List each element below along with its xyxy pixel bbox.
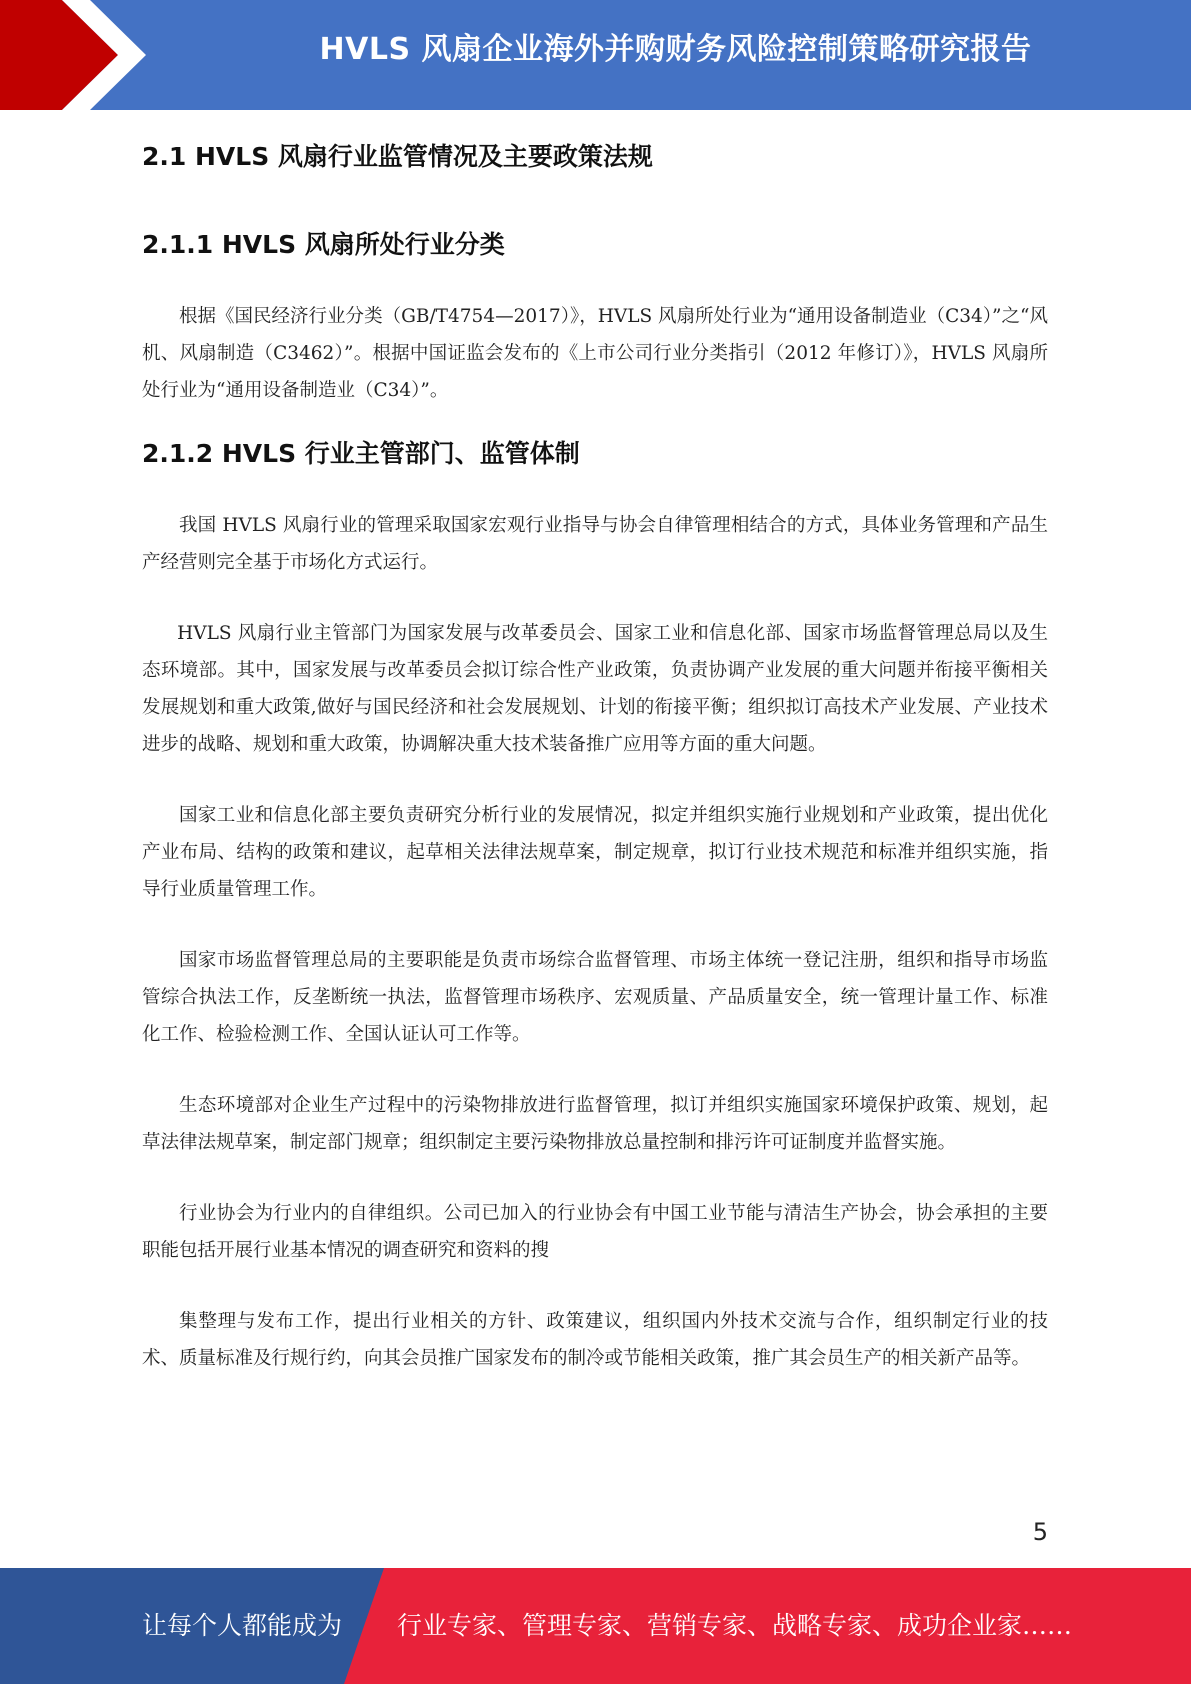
- report-title: HVLS 风扇企业海外并购财务风险控制策略研究报告: [319, 32, 1032, 67]
- section-heading-2-1-1: 2.1.1 HVLS 风扇所处行业分类: [142, 230, 505, 259]
- section-heading-2-1-2: 2.1.2 HVLS 行业主管部门、监管体制: [142, 439, 580, 468]
- footer-slogan-right: 行业专家、管理专家、营销专家、战略专家、成功企业家……: [397, 1611, 1073, 1640]
- paragraph-industry-association: 行业协会为行业内的自律组织。公司已加入的行业协会有中国工业节能与清洁生产协会，协会承担的主要职能包括开展行业基本情况的调查研究和资料的搜: [142, 1203, 1048, 1261]
- header-banner: [0, 0, 1191, 110]
- paragraph-mee: 生态环境部对企业生产过程中的污染物排放进行监督管理，拟订并组织实施国家环境保护政策、规划，起草法律法规草案，制定部门规章；组织制定主要污染物排放总量控制和排污许可证制度并监督实施。: [142, 1095, 1048, 1153]
- page-number: 5: [1032, 1518, 1048, 1546]
- paragraph-management-mode: 我国 HVLS 风扇行业的管理采取国家宏观行业指导与协会自律管理相结合的方式，具体业务管理和产品生产经营则完全基于市场化方式运行。: [142, 515, 1048, 573]
- paragraph-samr: 国家市场监督管理总局的主要职能是负责市场综合监督管理、市场主体统一登记注册，组织和指导市场监管综合执法工作，反垄断统一执法，监督管理市场秩序、宏观质量、产品质量安全，统一管理计量工作、标准化工作、检验检测工作、全国认证认可工作等。: [142, 950, 1048, 1045]
- footer-banner: [0, 1568, 1191, 1684]
- section-heading-2-1: 2.1 HVLS 风扇行业监管情况及主要政策法规: [142, 142, 653, 171]
- header-arrow-decoration: [0, 0, 160, 110]
- paragraph-miit: 国家工业和信息化部主要负责研究分析行业的发展情况，拟定并组织实施行业规划和产业政策，提出优化产业布局、结构的政策和建议，起草相关法律法规草案，制定规章，拟订行业技术规范和标准并组织实施，指导行业质量管理工作。: [142, 805, 1048, 900]
- main-content: [142, 118, 1048, 1377]
- paragraph-regulatory-authorities: HVLS 风扇行业主管部门为国家发展与改革委员会、国家工业和信息化部、国家市场监督管理总局以及生态环境部。其中，国家发展与改革委员会拟订综合性产业政策，负责协调产业发展的重大问题并衔接平衡相关发展规划和重大政策,做好与国民经济和社会发展规划、计划的衔接平衡；组织拟订高技术产业发展、产业技术进步的战略、规划和重大政策，协调解决重大技术装备推广应用等方面的重大问题。: [142, 623, 1048, 755]
- paragraph-industry-classification: 根据《国民经济行业分类（GB/T4754—2017）》，HVLS 风扇所处行业为“通用设备制造业（C34）”之“风机、风扇制造（C3462）”。根据中国证监会发布的《上市公司行业分类指引（2012 年修订）》，HVLS 风扇所处行业为“通用设备制造业（C34）”。: [142, 306, 1048, 401]
- footer-slogan-left: 让每个人都能成为: [142, 1611, 343, 1640]
- paragraph-association-functions: 集整理与发布工作，提出行业相关的方针、政策建议，组织国内外技术交流与合作，组织制定行业的技术、质量标准及行规行约，向其会员推广国家发布的制冷或节能相关政策，推广其会员生产的相关新产品等。: [142, 1311, 1048, 1369]
